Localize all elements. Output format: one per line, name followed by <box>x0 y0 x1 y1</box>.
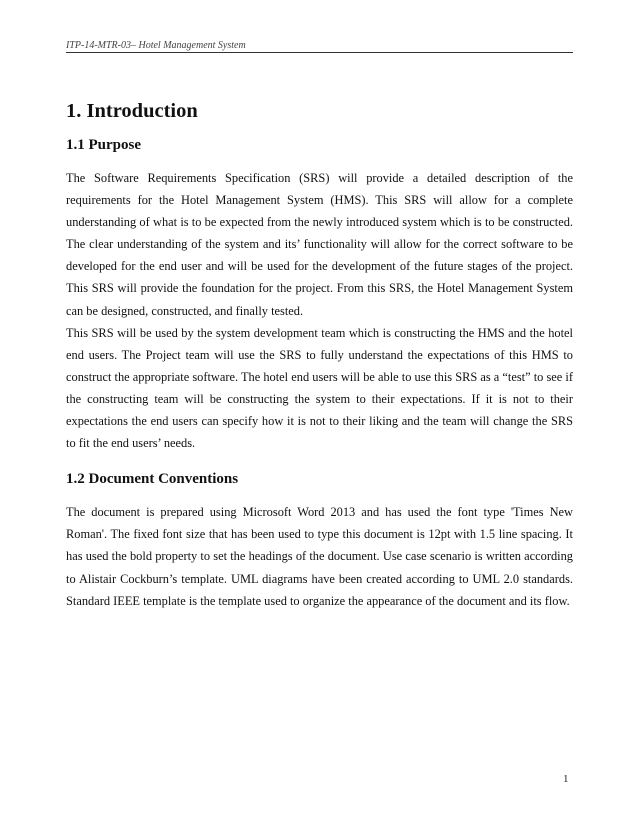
page-number: 1 <box>563 773 569 785</box>
running-header: ITP-14-MTR-03– Hotel Management System <box>66 40 246 51</box>
section-title-document-conventions: 1.2 Document Conventions <box>66 471 239 488</box>
section-title-purpose: 1.1 Purpose <box>66 137 141 153</box>
header-divider <box>66 52 573 53</box>
section-title-introduction: 1. Introduction <box>66 100 198 122</box>
conventions-paragraph-1: The document is prepared using Microsoft Word 2013 and has used the font type 'Times New Roman'. The fixed font size that has been used to type this document is 12pt with 1.5 line spacing. It has used the bold property to set the headings of the document. Use case scenario is written according to Alistair Cockburn’s template. UML diagrams have been created according to UML 2.0 standards. Standard IEEE template is the template used to organize the appearance of the document and its flow. <box>66 505 573 608</box>
document-body <box>66 96 573 612</box>
purpose-paragraph-2: This SRS will be used by the system development team which is constructing the HMS and the hotel end users. The Project team will use the SRS to fully understand the expectations of this HMS to construct the appropriate software. The hotel end users will be able to use this SRS as a “test” to see if the constructing team will be constructing the system to their expectations. If it is not to their expectations the end users can specify how it is not to their liking and the team will change the SRS to fit the end users’ needs. <box>66 325 573 451</box>
purpose-paragraph-1: The Software Requirements Specification (SRS) will provide a detailed description of the requirements for the Hotel Management System (HMS). This SRS will allow for a complete understanding of what is to be expected from the newly introduced system which is to be constructed. The clear understanding of the system and its’ functionality will allow for the correct software to be developed for the end user and will be used for the development of the future stages of the project. This SRS will provide the foundation for the project. From this SRS, the Hotel Management System can be designed, constructed, and finally tested. <box>66 171 573 318</box>
